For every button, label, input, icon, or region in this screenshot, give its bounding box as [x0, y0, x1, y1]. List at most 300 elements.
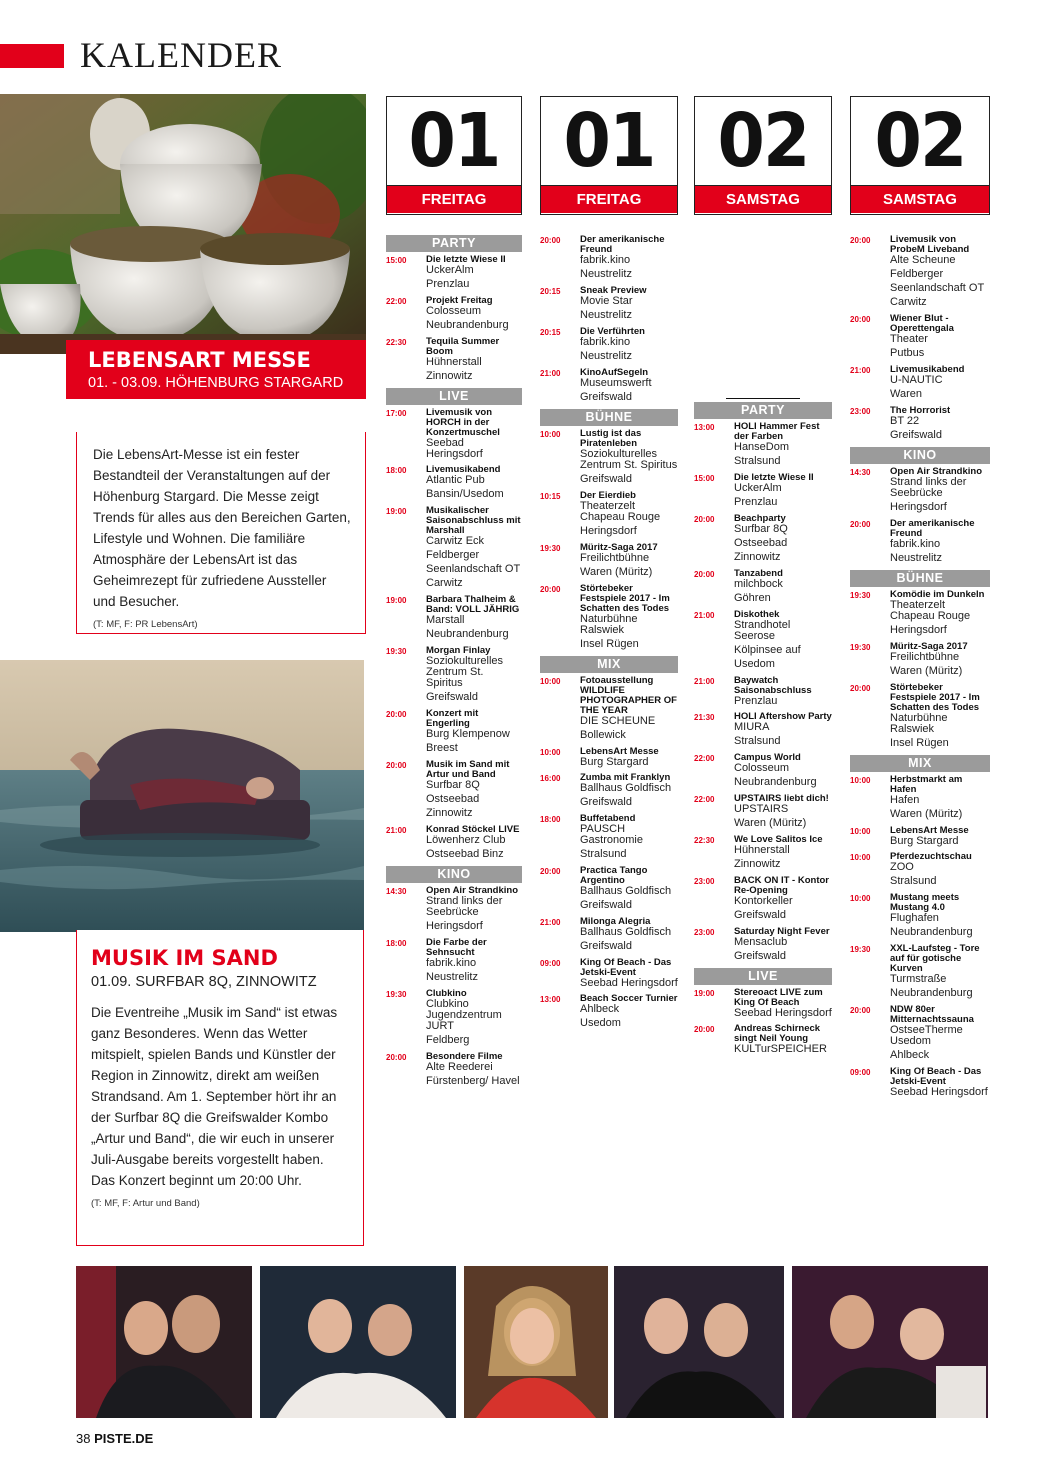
event-venue: HanseDom	[734, 441, 790, 453]
event-place: Neubrandenburg	[734, 776, 817, 788]
feature-text: Die LebensArt-Messe ist ein fester Bestandteil der Veranstaltungen auf der Höhenburg Stargard. Die Messe zeigt Trends für alles aus den Bereichen Garten, Lifestyle und Wohnen. Die familiäre Atmosphäre der LebensArt ist das Geheimrezept für zufriedene Aussteller und Besucher.	[93, 447, 351, 609]
event-item	[386, 760, 522, 820]
event-name: Campus World	[734, 752, 801, 763]
event-venue: Burg Klempenow	[426, 728, 510, 740]
event-place: Waren (Müritz)	[890, 665, 963, 677]
event-name: Milonga Alegria	[580, 916, 651, 927]
event-time: 09:00	[850, 1068, 871, 1077]
event-item	[850, 775, 990, 821]
event-place: Waren	[890, 388, 922, 400]
event-place: Zinnowitz	[426, 370, 473, 382]
event-venue: Hühnerstall	[426, 356, 482, 368]
event-venue: Ballhaus Goldfisch	[580, 885, 672, 897]
event-item	[850, 1005, 990, 1062]
event-venue: Alte Reederei	[426, 1061, 493, 1073]
event-place: Stralsund	[890, 875, 937, 887]
date-weekday: FREITAG	[387, 185, 521, 213]
event-name: We Love Salitos Ice	[734, 834, 823, 845]
event-item	[540, 286, 678, 322]
event-time: 18:00	[540, 815, 561, 824]
event-place: Feldberger Seenlandschaft OT Carwitz	[426, 549, 520, 589]
event-time: 20:00	[850, 236, 871, 245]
event-venue: fabrik.kino	[426, 957, 477, 969]
event-time: 10:00	[850, 776, 871, 785]
event-name: BACK ON IT - Kontor Re-Opening	[734, 875, 829, 896]
event-time: 16:00	[540, 774, 561, 783]
event-item	[540, 866, 678, 912]
event-item	[850, 683, 990, 750]
event-item	[540, 773, 678, 809]
event-name: Zumba mit Franklyn	[580, 772, 671, 783]
event-item	[694, 753, 832, 789]
event-item	[540, 543, 678, 579]
event-venue: Colosseum	[734, 762, 790, 774]
event-name: Livemusikabend	[890, 364, 965, 375]
event-time: 10:00	[850, 894, 871, 903]
event-place: Göhren	[734, 592, 771, 604]
event-place: Neustrelitz	[580, 350, 632, 362]
event-venue: UckerAlm	[734, 482, 782, 494]
event-time: 23:00	[850, 407, 871, 416]
event-time: 20:00	[850, 1006, 871, 1015]
event-venue: Strand links der Seebrücke	[426, 895, 503, 918]
party-photo-strip	[76, 1266, 988, 1418]
event-name: UPSTAIRS liebt dich!	[734, 793, 829, 804]
event-venue: Hafen	[890, 794, 920, 806]
feature-lebensart	[66, 340, 366, 399]
event-item	[850, 406, 990, 442]
event-item	[386, 709, 522, 755]
event-place: Neubrandenburg	[890, 926, 973, 938]
event-place: Ahlbeck	[890, 1049, 930, 1061]
event-name: NDW 80er Mitternachtssauna	[890, 1004, 974, 1025]
event-time: 14:30	[850, 468, 871, 477]
event-item	[694, 794, 832, 830]
event-venue: Turmstraße	[890, 973, 947, 985]
event-item	[694, 569, 832, 605]
event-name: Beachparty	[734, 513, 786, 524]
event-name: Die letzte Wiese II	[734, 472, 814, 483]
event-time: 13:00	[694, 423, 715, 432]
event-item	[386, 989, 522, 1047]
event-venue: Strand links der Seebrücke	[890, 476, 967, 499]
event-time: 22:00	[694, 795, 715, 804]
event-place: Ostseebad Zinnowitz	[734, 537, 788, 563]
event-name: Müritz-Saga 2017	[890, 641, 968, 652]
event-place: Stralsund	[580, 848, 627, 860]
event-place: Greifswald	[580, 391, 632, 403]
event-place: Heringsdorf	[580, 525, 637, 537]
event-item	[850, 365, 990, 401]
event-item	[386, 465, 522, 501]
event-name: Buffetabend	[580, 813, 636, 824]
party-photo-1	[76, 1266, 252, 1418]
event-time: 10:00	[850, 827, 871, 836]
category-header: LIVE	[694, 968, 832, 985]
event-venue: Soziokulturelles Zentrum St. Spiritus	[426, 655, 504, 689]
event-name: Störtebeker Festspiele 2017 - Im Schatten des Todes	[890, 682, 980, 713]
date-number: 02	[717, 98, 809, 184]
category-header: LIVE	[386, 388, 522, 405]
event-time: 19:00	[386, 596, 407, 605]
event-item	[850, 826, 990, 847]
event-item	[386, 337, 522, 383]
party-photo-2	[260, 1266, 456, 1418]
event-name: Livemusikabend	[426, 464, 501, 475]
event-place: Neustrelitz	[580, 309, 632, 321]
event-item	[694, 876, 832, 922]
event-venue: Alte Scheune	[890, 254, 956, 266]
date-weekday: SAMSTAG	[695, 185, 831, 213]
feature-musik-im-sand	[76, 930, 364, 1246]
event-venue: Mensaclub	[734, 936, 788, 948]
event-name: Diskothek	[734, 609, 780, 620]
event-time: 13:00	[540, 995, 561, 1004]
event-venue: Clubkino Jugendzentrum JURT	[426, 998, 502, 1032]
event-column-4	[850, 235, 990, 1103]
event-item	[386, 825, 522, 861]
event-venue: milchbock	[734, 578, 783, 590]
event-venue: fabrik.kino	[580, 336, 631, 348]
event-venue: UckerAlm	[426, 264, 474, 276]
event-time: 20:00	[694, 515, 715, 524]
event-time: 10:15	[540, 492, 561, 501]
category-header: MIX	[540, 656, 678, 673]
event-place: Greifswald	[734, 909, 786, 921]
event-name: Die Farbe der Sehnsucht	[426, 937, 487, 958]
event-item	[694, 473, 832, 509]
event-name: Morgan Finlay	[426, 645, 491, 656]
event-item	[850, 1067, 990, 1098]
event-name: Der amerikanische Freund	[580, 234, 665, 255]
feature-subtitle: 01.09. SURFBAR 8Q, ZINNOWITZ	[91, 974, 317, 990]
event-item	[694, 1024, 832, 1055]
event-name: Practica Tango Argentino	[580, 865, 648, 886]
event-name: Lustig ist das Piratenleben	[580, 428, 642, 449]
event-venue: MIURA	[734, 721, 770, 733]
event-place: Greifswald	[580, 796, 632, 808]
event-place: Neubrandenburg	[426, 628, 509, 640]
event-place: Usedom	[580, 1017, 621, 1029]
event-name: Konzert mit Engerling	[426, 708, 479, 729]
event-place: Neubrandenburg	[426, 319, 509, 331]
site-name: PISTE.DE	[94, 1431, 154, 1446]
event-venue: Movie Star	[580, 295, 633, 307]
event-name: Die letzte Wiese II	[426, 254, 506, 265]
category-header: PARTY	[386, 235, 522, 252]
event-time: 23:00	[694, 928, 715, 937]
event-item	[386, 506, 522, 590]
event-time: 22:30	[386, 338, 407, 347]
event-item	[540, 814, 678, 861]
feature-subtitle: 01. - 03.09. HÖHENBURG STARGARD	[88, 375, 344, 391]
event-time: 19:30	[850, 591, 871, 600]
event-time: 22:00	[386, 297, 407, 306]
event-name: Fotoausstellung WILDLIFE PHOTOGRAPHER OF THE YEAR	[580, 675, 677, 716]
event-name: Der amerikanische Freund	[890, 518, 975, 539]
event-place: Heringsdorf	[890, 624, 947, 636]
event-name: Pferdezuchtschau	[890, 851, 972, 862]
event-venue: Seebad Heringsdorf	[580, 977, 678, 989]
event-name: King Of Beach - Das Jetski-Event	[890, 1066, 982, 1087]
date-box-2	[540, 96, 678, 215]
event-venue: Soziokulturelles Zentrum St. Spiritus	[580, 448, 678, 471]
event-name: Beach Soccer Turnier	[580, 993, 678, 1004]
event-name: Tanzabend	[734, 568, 783, 579]
event-name: HOLI Aftershow Party	[734, 711, 832, 722]
event-venue: Marstall	[426, 614, 465, 626]
event-time: 21:00	[540, 918, 561, 927]
event-venue: Ballhaus Goldfisch	[580, 782, 672, 794]
event-item	[540, 429, 678, 486]
event-venue: Theaterzelt Chapeau Rouge	[890, 599, 971, 622]
event-place: Ostseebad Binz	[426, 848, 504, 860]
event-place: Bollewick	[580, 729, 626, 741]
date-box-4	[850, 96, 990, 215]
event-time: 18:00	[386, 939, 407, 948]
party-photo-4	[614, 1266, 784, 1418]
event-place: Greifswald	[580, 899, 632, 911]
event-item	[850, 944, 990, 1000]
event-name: Clubkino	[426, 988, 467, 999]
event-time: 20:00	[694, 1025, 715, 1034]
event-venue: Burg Stargard	[890, 835, 959, 847]
event-name: Livemusik von ProbeM Liveband	[890, 234, 970, 255]
event-place: Ostseebad Zinnowitz	[426, 793, 480, 819]
event-item	[850, 235, 990, 309]
event-time: 20:00	[386, 761, 407, 770]
event-venue: Seebad Heringsdorf	[426, 437, 483, 460]
event-item	[386, 646, 522, 704]
date-weekday: FREITAG	[541, 185, 677, 213]
category-header: KINO	[850, 447, 990, 464]
event-time: 20:00	[540, 585, 561, 594]
event-time: 19:30	[386, 990, 407, 999]
party-photo-5	[792, 1266, 988, 1418]
event-venue: Hühnerstall	[734, 844, 790, 856]
event-place: Putbus	[890, 347, 925, 359]
event-time: 23:00	[694, 877, 715, 886]
event-time: 20:00	[540, 236, 561, 245]
feature-title: MUSIK IM SAND	[91, 946, 278, 970]
event-place: Waren (Müritz)	[580, 566, 653, 578]
event-time: 21:00	[540, 369, 561, 378]
event-venue: Carwitz Eck	[426, 535, 485, 547]
event-item	[850, 519, 990, 565]
event-item	[694, 712, 832, 748]
event-venue: Surfbar 8Q	[734, 523, 788, 535]
date-box-1	[386, 96, 522, 215]
event-item	[540, 994, 678, 1030]
feature-header	[66, 340, 366, 399]
event-item	[386, 408, 522, 460]
event-time: 20:15	[540, 287, 561, 296]
category-header: BÜHNE	[850, 570, 990, 587]
event-place: Greifswald	[580, 473, 632, 485]
event-venue: Naturbühne Ralswiek	[890, 712, 948, 735]
event-item	[694, 676, 832, 707]
event-time: 15:00	[386, 256, 407, 265]
event-time: 10:00	[540, 677, 561, 686]
event-name: Musik im Sand mit Artur und Band	[426, 759, 510, 780]
event-name: XXL-Laufsteg - Tore auf für gotische Kurven	[890, 943, 980, 974]
event-item	[540, 676, 678, 742]
event-venue: Surfbar 8Q	[426, 779, 480, 791]
event-time: 20:00	[386, 1053, 407, 1062]
photo-sofa-in-water	[0, 660, 364, 932]
event-item	[850, 893, 990, 939]
event-place: Greifswald	[580, 940, 632, 952]
event-venue: DIE SCHEUNE	[580, 715, 656, 727]
event-venue: Flughafen	[890, 912, 939, 924]
event-place: Zinnowitz	[734, 858, 781, 870]
date-number: 02	[874, 98, 966, 184]
event-item	[540, 235, 678, 281]
event-name: Mustang meets Mustang 4.0	[890, 892, 960, 913]
event-venue: Freilichtbühne	[580, 552, 650, 564]
event-name: Sneak Preview	[580, 285, 647, 296]
event-name: Projekt Freitag	[426, 295, 493, 306]
event-venue: OstseeTherme Usedom	[890, 1024, 963, 1047]
event-place: Waren (Müritz)	[734, 817, 807, 829]
event-item	[540, 584, 678, 651]
event-venue: Löwenherz Club	[426, 834, 506, 846]
event-item	[850, 314, 990, 360]
event-venue: fabrik.kino	[580, 254, 631, 266]
event-place: Neustrelitz	[426, 971, 478, 983]
event-time: 18:00	[386, 466, 407, 475]
event-item	[386, 595, 522, 641]
category-header: BÜHNE	[540, 409, 678, 426]
feature-text: Die Eventreihe „Musik im Sand“ ist etwas ganz Besonderes. Wenn das Wetter mitspielt, spielen Bands und Künstler der Region in Zinnowitz, direkt am weißen Strandsand. Am 1. September hört ihr an der Surfbar 8Q die Greifswalder Kombo „Artur und Band“, die wir euch in unserer Juli-Ausgabe bereits vorgestellt haben. Das Konzert beginnt um 20:00 Uhr.	[91, 1005, 338, 1188]
event-place: Bansin/Usedom	[426, 488, 504, 500]
event-venue: Theaterzelt Chapeau Rouge	[580, 500, 661, 523]
event-name: Konrad Stöckel LIVE	[426, 824, 520, 835]
event-column-3	[694, 400, 832, 1060]
event-time: 21:30	[694, 713, 715, 722]
event-place: Neubrandenburg	[890, 987, 973, 999]
date-box-3	[694, 96, 832, 215]
event-place: Waren (Müritz)	[890, 808, 963, 820]
event-time: 20:00	[540, 867, 561, 876]
event-name: Andreas Schirneck singt Neil Young	[734, 1023, 821, 1044]
event-item	[850, 590, 990, 637]
event-name: Musikalischer Saisonabschluss mit Marshall	[426, 505, 521, 536]
event-name: Besondere Filme	[426, 1051, 503, 1062]
event-place: Kölpinsee auf Usedom	[734, 644, 801, 670]
event-venue: Strandhotel Seerose	[734, 619, 791, 642]
category-header: PARTY	[694, 402, 832, 419]
event-name: The Horrorist	[890, 405, 951, 416]
event-place: Feldberg	[426, 1034, 470, 1046]
event-time: 19:00	[694, 989, 715, 998]
event-venue: Seebad Heringsdorf	[890, 1086, 988, 1098]
event-item	[694, 927, 832, 963]
event-item	[386, 938, 522, 984]
event-venue: fabrik.kino	[890, 538, 941, 550]
event-time: 20:00	[386, 710, 407, 719]
event-item	[694, 835, 832, 871]
event-item	[540, 917, 678, 953]
event-time: 21:00	[694, 611, 715, 620]
event-time: 20:00	[850, 684, 871, 693]
event-place: Insel Rügen	[890, 737, 949, 749]
event-time: 20:00	[850, 520, 871, 529]
event-name: Müritz-Saga 2017	[580, 542, 658, 553]
event-item	[694, 422, 832, 468]
category-header: KINO	[386, 866, 522, 883]
page-number: 38	[76, 1431, 91, 1446]
event-time: 19:30	[850, 643, 871, 652]
event-name: Herbstmarkt am Hafen	[890, 774, 963, 795]
event-item	[540, 958, 678, 989]
date-number: 01	[408, 98, 500, 184]
header-red-bar	[0, 44, 64, 68]
event-name: King Of Beach - Das Jetski-Event	[580, 957, 672, 978]
event-venue: KULTurSPEICHER	[734, 1043, 827, 1055]
event-name: Open Air Strandkino	[890, 466, 983, 477]
event-name: Störtebeker Festspiele 2017 - Im Schatten des Todes	[580, 583, 670, 614]
event-time: 19:30	[386, 647, 407, 656]
event-time: 20:00	[694, 570, 715, 579]
event-name: HOLI Hammer Fest der Farben	[734, 421, 820, 442]
event-time: 20:15	[540, 328, 561, 337]
event-time: 21:00	[694, 677, 715, 686]
page-footer	[76, 1431, 153, 1446]
date-weekday: SAMSTAG	[851, 185, 989, 213]
event-venue: Ahlbeck	[580, 1003, 620, 1015]
event-venue: Theater	[890, 333, 928, 345]
event-time: 17:00	[386, 409, 407, 418]
event-item	[694, 514, 832, 564]
event-name: KinoAufSegeln	[580, 367, 649, 378]
event-place: Breest	[426, 742, 458, 754]
event-place: Greifswald	[890, 429, 942, 441]
event-place: Greifswald	[426, 691, 478, 703]
feature-title: LEBENSART MESSE	[88, 348, 311, 372]
event-time: 19:30	[850, 945, 871, 954]
event-item	[850, 642, 990, 678]
page-title: KALENDER	[80, 35, 282, 75]
event-venue: Atlantic Pub	[426, 474, 485, 486]
event-time: 15:00	[694, 474, 715, 483]
event-venue: Seebad Heringsdorf	[734, 1007, 832, 1019]
event-place: Heringsdorf	[890, 501, 947, 513]
event-name: Barbara Thalheim & Band: VOLL JÄHRIG	[426, 594, 520, 615]
event-place: Greifswald	[734, 950, 786, 962]
event-venue: U-NAUTIC	[890, 374, 943, 386]
event-place: Prenzlau	[426, 278, 470, 290]
event-time: 20:00	[850, 315, 871, 324]
event-venue: ZOO	[890, 861, 914, 873]
event-time: 14:30	[386, 887, 407, 896]
column-divider	[726, 398, 800, 399]
event-name: LebensArt Messe	[890, 825, 969, 836]
date-number: 01	[563, 98, 655, 184]
event-time: 22:00	[694, 754, 715, 763]
event-item	[850, 467, 990, 514]
event-time: 10:00	[850, 853, 871, 862]
event-item	[540, 747, 678, 768]
event-item	[540, 491, 678, 538]
category-header: MIX	[850, 755, 990, 772]
event-item	[694, 988, 832, 1019]
event-venue: Ballhaus Goldfisch	[580, 926, 672, 938]
event-name: Der Eierdieb	[580, 490, 636, 501]
event-time: 19:00	[386, 507, 407, 516]
event-time: 10:00	[540, 748, 561, 757]
party-photo-3	[464, 1266, 608, 1418]
